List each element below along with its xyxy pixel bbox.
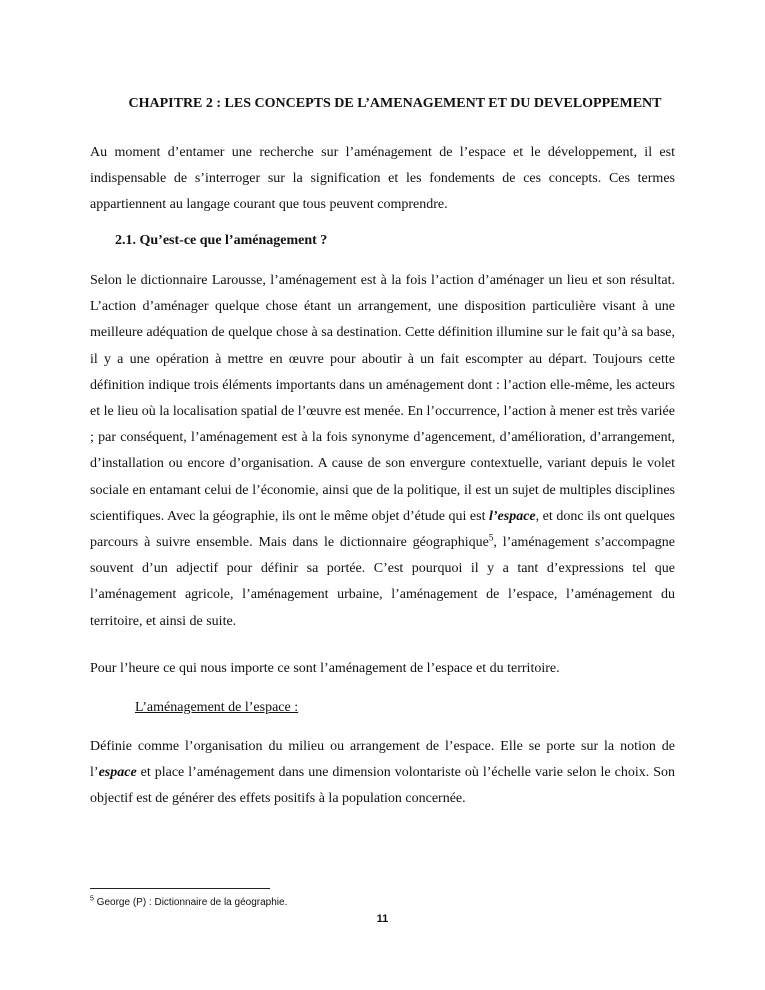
paragraph-text-part: , et donc ils ont quelques parcours à suivre ensemble. Mais dans le dictionnaire géographique: [90, 508, 676, 551]
page-number: 11: [376, 913, 389, 925]
paragraph-text-part: et place l’aménagement dans une dimension volontariste où l’échelle varie selon le choix. Son objectif est de générer des effets positifs à la population concernée.: [90, 765, 675, 807]
emphasis-espace: espace: [98, 765, 137, 781]
espace-definition-paragraph: [90, 734, 675, 813]
definition-paragraph: [90, 268, 675, 635]
paragraph-text-part: , l’aménagement s’accompagne souvent d’un adjectif pour définir sa portée. C’est pourquoi il y a tant d’expressions tel que l’aménagement agricole, l’aménagement urbaine, l’aménagement de l’espace, l’aménagement du territoire, et ainsi de suite.: [90, 535, 675, 629]
subsection-heading: L’aménagement de l’espace :: [135, 700, 299, 715]
paragraph-text-part: Selon le dictionnaire Larousse, l’aménagement est à la fois l’action d’aménager un lieu et son résultat. L’action d’aménager quelque chose étant un arrangement, une disposition particulière visant à une meilleure adéquation de quelque chose à sa destination. Cette définition illumine sur le fait qu’à sa base, il y a une opération à mettre en œuvre pour aboutir à un fait escompter au départ. Toujours cette définition indique trois éléments importants dans un aménagement dont : l’action elle-même, les acteurs et le lieu où la localisation spatial de l’œuvre est menée. En l’occurrence, l’action à mener est très variée ; par conséquent, l’aménagement est à la fois synonyme d’agencement, d’amélioration, d’arrangement, d’installation ou encore d’organisation. A cause de son envergure contextuelle, variant depuis le volet sociale en entamant celui de l’économie, ainsi que de la politique, il est un sujet de multiples disciplines scientifiques. Avec la géographie, ils ont le même objet d’étude qui est: [90, 273, 675, 524]
footnote-separator: [90, 888, 270, 889]
footnote-reference[interactable]: 5: [488, 532, 494, 543]
section-heading-2-1: 2.1. Qu’est-ce que l’aménagement ?: [115, 233, 328, 248]
focus-paragraph: Pour l’heure ce qui nous importe ce sont l’aménagement de l’espace et du territoire.: [90, 661, 560, 676]
paragraph-text-part: Définie comme l’organisation du milieu ou arrangement de l’espace. Elle se porte sur la notion de l’: [90, 739, 675, 781]
intro-paragraph: Au moment d’entamer une recherche sur l’aménagement de l’espace et le développement, il est indispensable de s’interroger sur la signification et les fondements de ces concepts. Ces termes appartiennent au langage courant que tous peuvent comprendre.: [90, 145, 675, 213]
footnote: [90, 896, 287, 910]
emphasis-espace: l’espace: [489, 508, 536, 524]
chapter-title: CHAPITRE 2 : LES CONCEPTS DE L’AMENAGEMENT ET DU DEVELOPPEMENT: [128, 96, 662, 111]
footnote-number: 5: [90, 895, 94, 903]
footnote-text: George (P) : Dictionnaire de la géographie.: [93, 897, 288, 908]
